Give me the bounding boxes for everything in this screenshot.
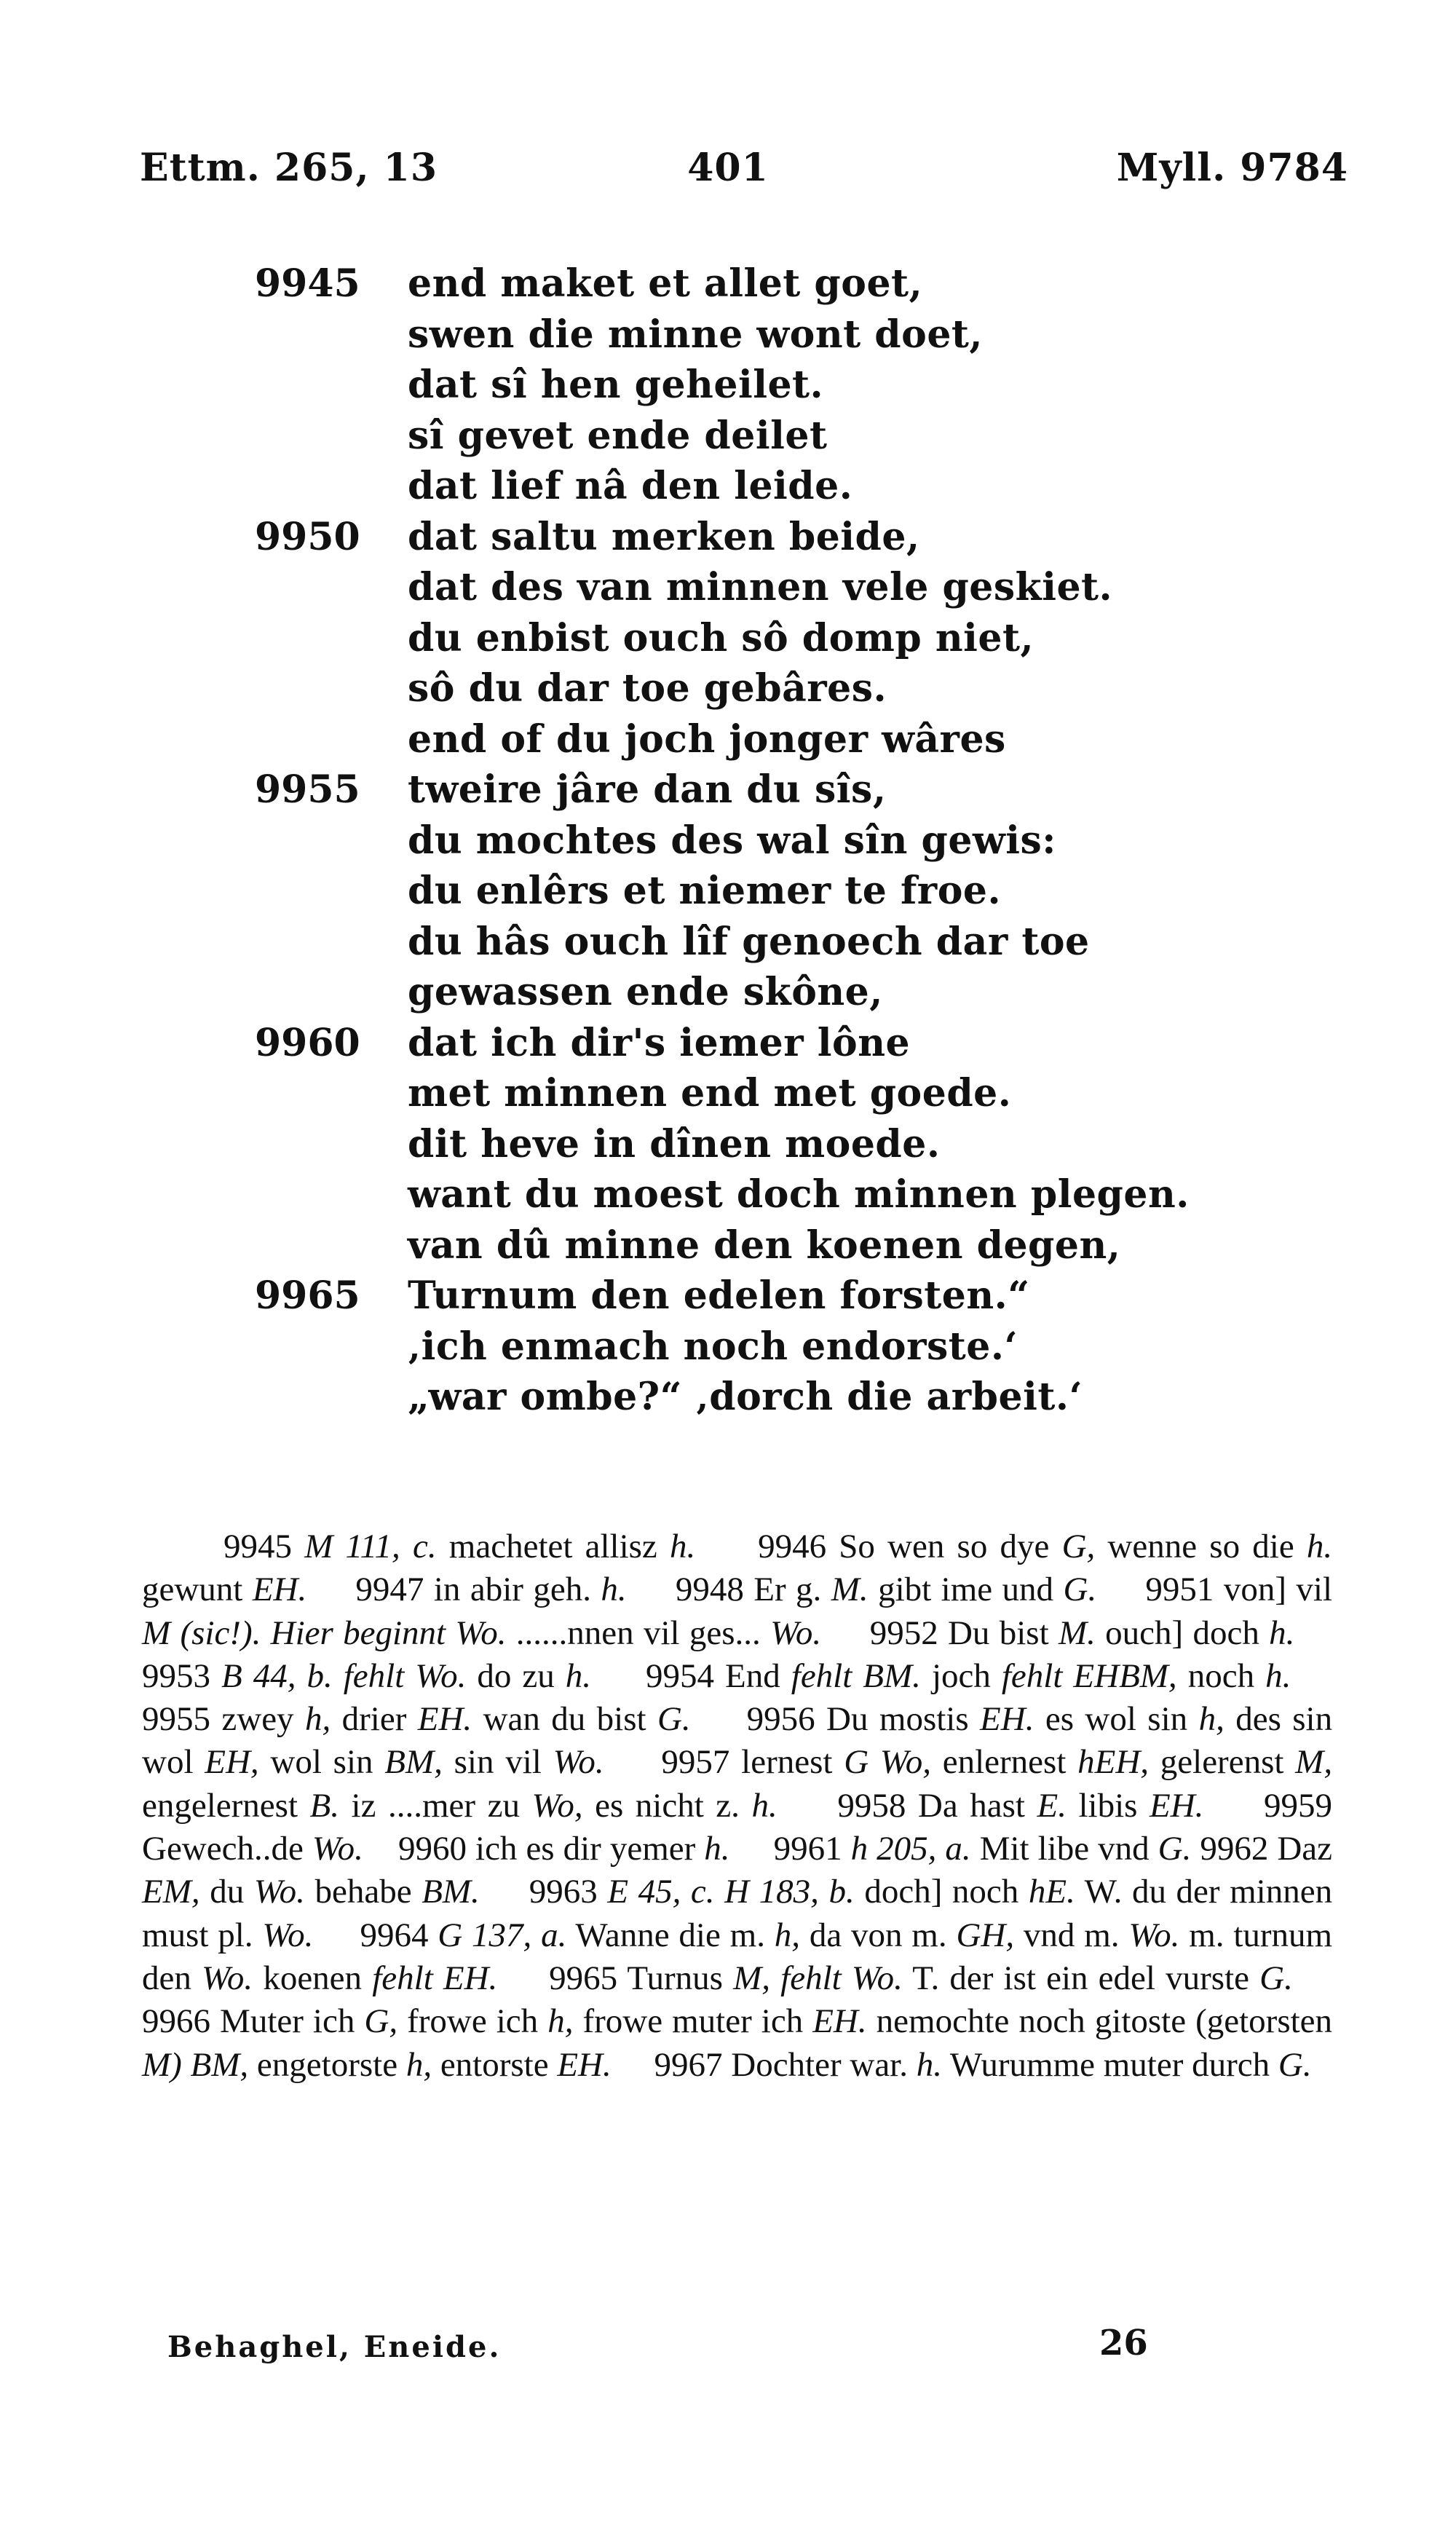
verse-line <box>0 765 1456 815</box>
verse-line <box>0 309 1456 360</box>
verse-text: dat saltu merken beide, <box>408 514 920 559</box>
verse-text: end maket et allet goet, <box>408 261 923 306</box>
verse-text: du mochtes des wal sîn gewis: <box>408 818 1056 863</box>
verse-text: „war ombe?“ ‚dorch die arbeit.‘ <box>408 1375 1083 1419</box>
verse-line <box>0 461 1456 512</box>
verse-line <box>0 663 1456 714</box>
apparatus-paragraph: 9945 M 111, c. machetet allisz h. 9946 So wen so dye G, wenne so die h. gewunt EH. 9947 in abir geh. h. 9948 Er g. M. gibt ime und G. 9951 von] vil M (sic!). Hier beginnt Wo. ......nnen vil ges... Wo. 9952 Du bist M. ouch] doch h. 9953 B 44, b. fehlt Wo. do zu h. 9954 End fehlt BM. joch fehlt EHBM, noch h. 9955 zwey h, drier EH. wan du bist G. 9956 Du mostis EH. es wol sin h, des sin wol EH, wol sin BM, sin vil Wo. 9957 lernest G Wo, enlernest hEH, gelerenst M, engelernest B. iz ....mer zu Wo, es nicht z. h. 9958 Da hast E. libis EH. 9959 Gewech..de Wo. 9960 ich es dir yemer h. 9961 h 205, a. Mit libe vnd G. 9962 Daz EM, du Wo. behabe BM. 9963 E 45, c. H 183, b. doch] noch hE. W. du der minnen must pl. Wo. 9964 G 137, a. Wanne die m. h, da von m. GH, vnd m. Wo. m. turnum den Wo. koenen fehlt EH. 9965 Turnus M, fehlt Wo. T. der ist ein edel vurste G. 9966 Muter ich G, frowe ich h, frowe muter ich EH. nemochte noch gitoste (getorsten M) BM, engetorste h, entorste EH. 9967 Dochter war. h. Wurumme muter durch G. <box>142 1528 1333 2084</box>
line-number: 9965 <box>255 1273 360 1318</box>
verse-line <box>0 917 1456 968</box>
verse-text: dat des van minnen vele geskiet. <box>408 565 1113 609</box>
verse-text: du hâs ouch lîf genoech dar toe <box>408 919 1090 964</box>
verse-line <box>0 1372 1456 1423</box>
signature-mark: 26 <box>1099 2323 1148 2363</box>
running-header-right: Myll. 9784 <box>1116 146 1348 190</box>
verse-text: want du moest doch minnen plegen. <box>408 1172 1190 1217</box>
verse-text: dat sî hen geheilet. <box>408 363 824 407</box>
verse-text: end of du joch jonger wâres <box>408 716 1006 762</box>
verse-line <box>0 360 1456 411</box>
verse-text: dat lief nâ den leide. <box>408 464 853 508</box>
verse-line <box>0 1271 1456 1322</box>
line-number: 9960 <box>255 1020 360 1065</box>
verse-text: gewassen ende skône, <box>408 970 883 1014</box>
verse-line <box>0 714 1456 765</box>
verse-line <box>0 1119 1456 1170</box>
verse-text: du enlêrs et niemer te froe. <box>408 869 1002 913</box>
line-number: 9955 <box>255 767 360 812</box>
verse-line <box>0 1322 1456 1372</box>
verse-line <box>0 613 1456 664</box>
verse-line <box>0 562 1456 613</box>
verse-text: Turnum den edelen forsten.“ <box>408 1273 1030 1318</box>
verse-line <box>0 967 1456 1018</box>
verse-line <box>0 866 1456 917</box>
verse-line <box>0 512 1456 563</box>
verse-text: tweire jâre dan du sîs, <box>408 767 887 812</box>
verse-text: swen die minne wont doet, <box>408 312 984 357</box>
verse-line <box>0 411 1456 462</box>
line-number: 9945 <box>255 261 360 306</box>
verse-text: ‚ich enmach noch endorste.‘ <box>408 1324 1018 1369</box>
verse-block <box>0 258 1456 1423</box>
verse-line <box>0 815 1456 866</box>
verse-text: sô du dar toe gebâres. <box>408 666 887 711</box>
verse-line <box>0 1018 1456 1069</box>
verse-text: dat ich dir's iemer lône <box>408 1020 911 1065</box>
verse-text: van dû minne den koenen degen, <box>408 1222 1121 1268</box>
verse-text: sî gevet ende deilet <box>408 413 828 458</box>
line-number: 9950 <box>255 514 360 559</box>
verse-text: met minnen end met goede. <box>408 1071 1012 1115</box>
verse-line <box>0 1220 1456 1271</box>
running-header-left: Ettm. 265, 13 <box>140 146 438 190</box>
verse-text: dit heve in dînen moede. <box>408 1121 941 1166</box>
verse-line <box>0 1169 1456 1220</box>
critical-apparatus <box>142 1525 1332 2087</box>
verse-line <box>0 258 1456 309</box>
footer-signature: Behaghel, Eneide. <box>167 2330 502 2364</box>
verse-text: du enbist ouch sô domp niet, <box>408 615 1034 660</box>
verse-line <box>0 1068 1456 1119</box>
page-number: 401 <box>687 146 769 190</box>
